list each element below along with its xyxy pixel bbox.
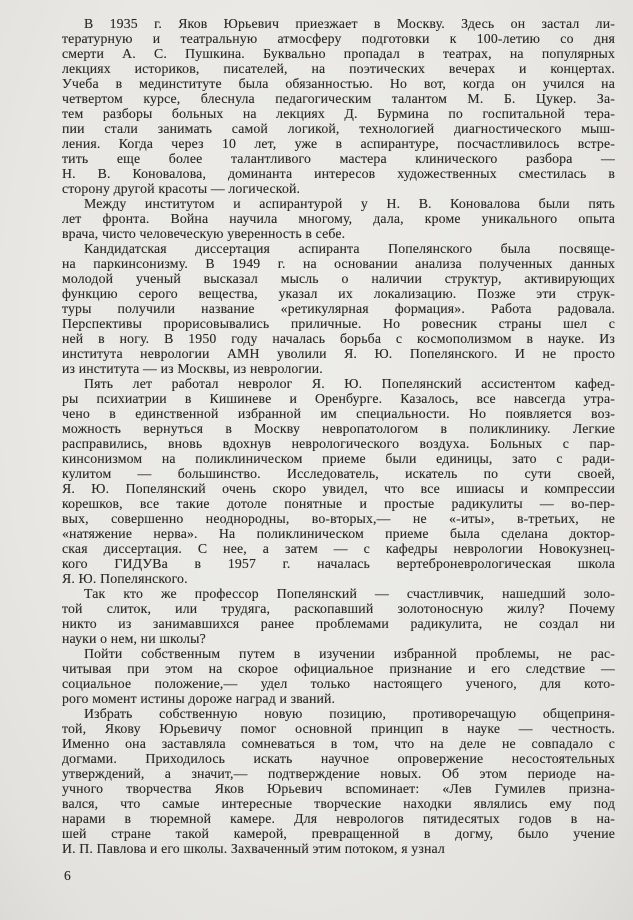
text-line: пии стали занимать самой логикой, технологией диагностического мыш-: [62, 121, 615, 136]
text-line: ней в ногу. В 1950 году началась борьба с космополизмом в науке. Из: [62, 331, 615, 346]
paragraph: [62, 706, 615, 856]
paragraph: [62, 16, 615, 196]
text-line: Избрать собственную новую позицию, противоречащую общеприня-: [84, 706, 615, 721]
text-block: [62, 16, 615, 856]
text-line: шей стране такой камерой, превращенной в догму, было учение: [62, 826, 615, 841]
page-number: 6: [64, 868, 71, 883]
text-line: из института — из Москвы, из неврологии.: [62, 361, 323, 376]
text-line: молодой ученый высказал мысль о наличии структур, активирующих: [62, 271, 615, 286]
text-line: ления. Когда через 10 лет, уже в аспирантуре, посчастливилось встре-: [62, 136, 615, 151]
text-line: Я. Ю. Попелянский очень скоро увидел, что все ишиасы и компрессии: [62, 481, 615, 496]
text-line: Между институтом и аспирантурой у Н. В. Коновалова были пять: [84, 196, 615, 211]
text-line: на паркинсонизму. В 1949 г. на основании анализа полученных данных: [62, 256, 615, 271]
text-line: тературную и театральную атмосферу подготовки к 100-летию со дня: [62, 31, 615, 46]
text-line: Учеба в мединституте была обязанностью. Но вот, когда он учился на: [62, 76, 615, 91]
text-line: И. П. Павлова и его школы. Захваченный этим потоком, я узнал: [62, 841, 445, 856]
text-line: ская диссертация. С нее, а затем — с кафедры неврологии Новокузнец-: [62, 541, 615, 556]
text-line: вался, что самые интересные творческие находки являлись ему под: [62, 796, 615, 811]
text-line: той, Якову Юрьевичу помог основной принцип в науке — честность.: [62, 721, 615, 736]
paragraph: [62, 241, 615, 376]
text-line: Пойти собственным путем в изучении избранной проблемы, не рас-: [84, 646, 615, 661]
text-line: врача, чисто человеческую уверенность в себе.: [62, 226, 346, 241]
text-line: Перспективы прорисовывались приличные. Но ровесник страны шел с: [62, 316, 615, 331]
paragraph: [62, 586, 615, 646]
paragraph: [62, 196, 615, 241]
text-line: нарами в тюремной камере. Для неврологов пятидесятых годов в на-: [62, 811, 615, 826]
text-line: читывая при этом на скорое официальное признание и его следствие —: [62, 661, 615, 676]
paragraph: [62, 646, 615, 706]
text-line: никто из занимавшихся ранее проблемами радикулита, не создал ни: [62, 616, 615, 631]
text-line: туры получили название «ретикулярная формация». Работа радовала.: [62, 301, 615, 316]
text-line: лекциях историков, писателей, на поэтических вечерах и концертах.: [62, 61, 615, 76]
text-line: кого ГИДУВа в 1957 г. началась вертеброневрологическая школа: [62, 556, 615, 571]
text-line: той слиток, или трудяга, раскопавший золотоносную жилу? Почему: [62, 601, 615, 616]
text-line: Кандидатская диссертация аспиранта Попелянского была посвяще-: [84, 241, 615, 256]
text-line: Так кто же профессор Попелянский — счастливчик, нашедший золо-: [84, 586, 615, 601]
text-line: науки о нем, ни школы?: [62, 631, 206, 646]
text-line: утверждений, а значит,— подтверждение новых. Об этом периоде на-: [62, 766, 615, 781]
text-line: смерти А. С. Пушкина. Буквально пропадал в театрах, на популярных: [62, 46, 615, 61]
text-line: вых, совершенно неоднородны, во-вторых,— не «-иты», в-третьих, не: [62, 511, 615, 526]
text-line: Именно она заставляла сомневаться в том, что на деле не совпадало с: [62, 736, 615, 751]
text-line: рого момент истины дороже наград и званий.: [62, 691, 336, 706]
text-line: кулитом — большинство. Исследователь, искатель по сути своей,: [62, 466, 615, 481]
text-line: Пять лет работал невролог Я. Ю. Попелянский ассистентом кафед-: [84, 376, 615, 391]
text-line: функцию серого вещества, указал их локализацию. Позже эти струк-: [62, 286, 615, 301]
text-line: тем разборы больных на лекциях Д. Бурмина по госпитальной тера-: [62, 106, 615, 121]
text-line: лет фронта. Война научила многому, дала, кроме уникального опыта: [62, 211, 615, 226]
text-line: института неврологии АМН уволили Я. Ю. Попелянского. И не просто: [62, 346, 615, 361]
text-line: тить еще более талантливого мастера клинического разбора —: [62, 151, 615, 166]
text-line: четвертом курсе, блеснула педагогическим талантом М. Б. Цукер. За-: [62, 91, 615, 106]
text-line: сторону другой красоты — логической.: [62, 181, 301, 196]
text-line: корешков, все такие дотоле понятные и простые радикулиты — во-пер-: [62, 496, 615, 511]
text-line: учного творчества Яков Юрьевич вспоминает: «Лев Гумилев призна-: [62, 781, 615, 796]
text-line: В 1935 г. Яков Юрьевич приезжает в Москву. Здесь он застал ли-: [84, 16, 615, 31]
text-line: расправились, вновь вдохнув неврологического воздуха. Больных с пар-: [62, 436, 615, 451]
text-line: чено в единственной избранной им специальности. Но появляется воз-: [62, 406, 615, 421]
text-line: Я. Ю. Попелянского.: [62, 571, 188, 586]
text-line: «натяжение нерва». На поликлиническом приеме была сделана доктор-: [62, 526, 615, 541]
text-line: кинсонизмом на поликлиническом приеме были единицы, зато с ради-: [62, 451, 615, 466]
text-line: Н. В. Коновалова, доминанта интересов художественных сместилась в: [62, 166, 615, 181]
paragraph: [62, 376, 615, 586]
text-line: ры психиатрии в Кишиневе и Оренбурге. Казалось, все навсегда утра-: [62, 391, 615, 406]
text-line: догмами. Приходилось искать научное опровержение несостоятельных: [62, 751, 615, 766]
text-line: социальное положение,— удел только настоящего ученого, для кото-: [62, 676, 615, 691]
text-line: можность вернуться в Москву невропатологом в поликлинику. Легкие: [62, 421, 615, 436]
